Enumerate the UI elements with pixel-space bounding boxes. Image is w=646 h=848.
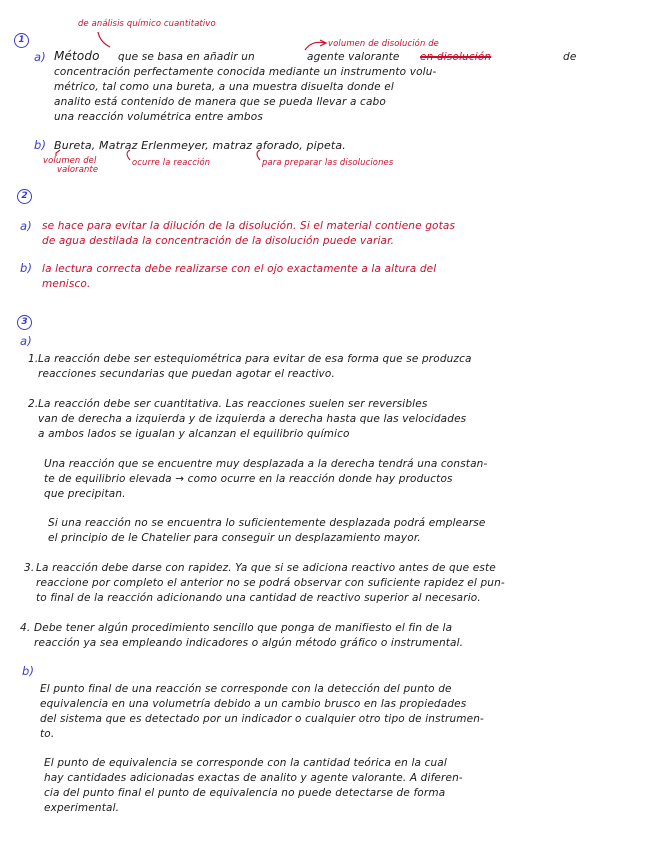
q3-para-2-line-1: Si una reacción no se encuentra lo suficientemente desplazada podrá emplearse [48, 517, 486, 529]
q3-item-2-line-3: a ambos lados se igualan y alcanzan el equilibrio químico [38, 428, 350, 440]
q1-a-line-1-end: de [563, 51, 577, 63]
q1-a-label: a) [34, 50, 46, 64]
q3-item-3-number: 3. [24, 562, 35, 574]
q1-insertion-right: volumen de disolución de [328, 38, 439, 48]
bracket-erlenmeyer [127, 150, 130, 160]
q3-item-2-line-2: van de derecha a izquierda y de izquierda a derecha hasta que las velocidades [38, 413, 467, 425]
q3-b-para-1-line-1: El punto final de una reacción se corresponde con la detección del punto de [40, 683, 452, 695]
q3-item-4-line-1: Debe tener algún procedimiento sencillo que ponga de manifiesto el fin de la [34, 622, 453, 634]
question-1-number: 1 [14, 33, 29, 48]
q3-b-label: b) [22, 664, 35, 678]
bracket-aforado [257, 150, 260, 160]
q3-para-1-line-1: Una reacción que se encuentre muy desplazada a la derecha tendrá una constan- [44, 458, 488, 470]
q1-a-line-1-mid: que se basa en añadir un [118, 51, 255, 63]
q1-insertion-above: de análisis químico cuantitativo [78, 18, 216, 28]
q1-a-line-3: métrico, tal como una bureta, a una muestra disuelta donde el [54, 81, 394, 93]
q2-a-label: a) [20, 219, 32, 233]
q1-a-line-1-method: Método [54, 49, 100, 63]
q1-a-line-1-struck: en disolución [420, 51, 492, 63]
q3-b-para-2-line-1: El punto de equivalencia se corresponde con la cantidad teórica en la cual [44, 757, 447, 769]
q3-item-4-number: 4. [20, 622, 31, 634]
q3-b-para-1-line-3: del sistema que es detectado por un indicador o cualquier otro tipo de instrumen- [40, 713, 484, 725]
q1-b-note-volume: volumen del [43, 155, 97, 165]
insert-caret-left [98, 32, 110, 47]
q2-b-line-1: la lectura correcta debe realizarse con el ojo exactamente a la altura del [42, 263, 437, 275]
q3-b-para-1-line-2: equivalencia en una volumetría debido a un cambio brusco en las propiedades [40, 698, 467, 710]
q3-item-1-line-2: reacciones secundarias que puedan agotar el reactivo. [38, 368, 335, 380]
q3-item-2-number: 2. [28, 398, 39, 410]
insert-arrow-right [305, 42, 325, 50]
q3-b-para-2-line-3: cia del punto final el punto de equivalencia no puede detectarse de forma [44, 787, 446, 799]
q3-b-para-1-line-4: to. [40, 728, 55, 740]
q3-item-3-line-2: reaccione por completo el anterior no se podrá observar con suficiente rapidez el pun- [36, 577, 505, 589]
q3-item-1-number: 1. [28, 353, 39, 365]
q3-item-3-line-1: La reacción debe darse con rapidez. Ya que si se adiciona reactivo antes de que este [36, 562, 496, 574]
q3-item-4-line-2: reacción ya sea empleando indicadores o algún método gráfico o instrumental. [34, 637, 464, 649]
q1-b-note-prepare: para preparar las disoluciones [262, 157, 394, 167]
q1-b-note-valorante: valorante [57, 164, 99, 174]
question-2-number: 2 [17, 189, 32, 204]
q1-b-line: Bureta, Matraz Erlenmeyer, matraz aforado, pipeta. [54, 139, 346, 152]
q3-item-1-line-1: La reacción debe ser estequiométrica para evitar de esa forma que se produzca [38, 353, 472, 365]
q3-b-para-2-line-4: experimental. [44, 802, 120, 814]
q1-a-line-2: concentración perfectamente conocida mediante un instrumento volu- [54, 66, 437, 78]
q3-para-2-line-2: el principio de le Chatelier para conseguir un desplazamiento mayor. [48, 532, 421, 544]
q3-b-para-2-line-2: hay cantidades adicionadas exactas de analito y agente valorante. A diferen- [44, 772, 463, 784]
q3-a-label: a) [20, 334, 32, 348]
q1-a-line-4: analito está contenido de manera que se pueda llevar a cabo [54, 96, 386, 108]
q1-b-note-reaction: ocurre la reacción [132, 157, 211, 167]
q3-item-2-line-1: La reacción debe ser cuantitativa. Las reacciones suelen ser reversibles [38, 398, 428, 410]
q1-a-line-5: una reacción volumétrica entre ambos [54, 111, 263, 123]
q2-b-line-2: menisco. [42, 278, 91, 290]
bracket-bureta [56, 150, 60, 156]
q3-para-1-line-2: te de equilibrio elevada → como ocurre en la reacción donde hay productos [44, 473, 453, 485]
q2-a-line-1: se hace para evitar la dilución de la disolución. Si el material contiene gotas [42, 220, 456, 232]
q3-para-1-line-3: que precipitan. [44, 488, 126, 500]
q1-b-label: b) [34, 138, 47, 152]
q1-a-line-1-agent: agente valorante [307, 51, 400, 63]
q2-a-line-2: de agua destilada la concentración de la disolución puede variar. [42, 235, 395, 247]
q2-b-label: b) [20, 261, 33, 275]
question-3-number: 3 [17, 315, 32, 330]
q3-item-3-line-3: to final de la reacción adicionando una cantidad de reactivo superior al necesario. [36, 592, 481, 604]
